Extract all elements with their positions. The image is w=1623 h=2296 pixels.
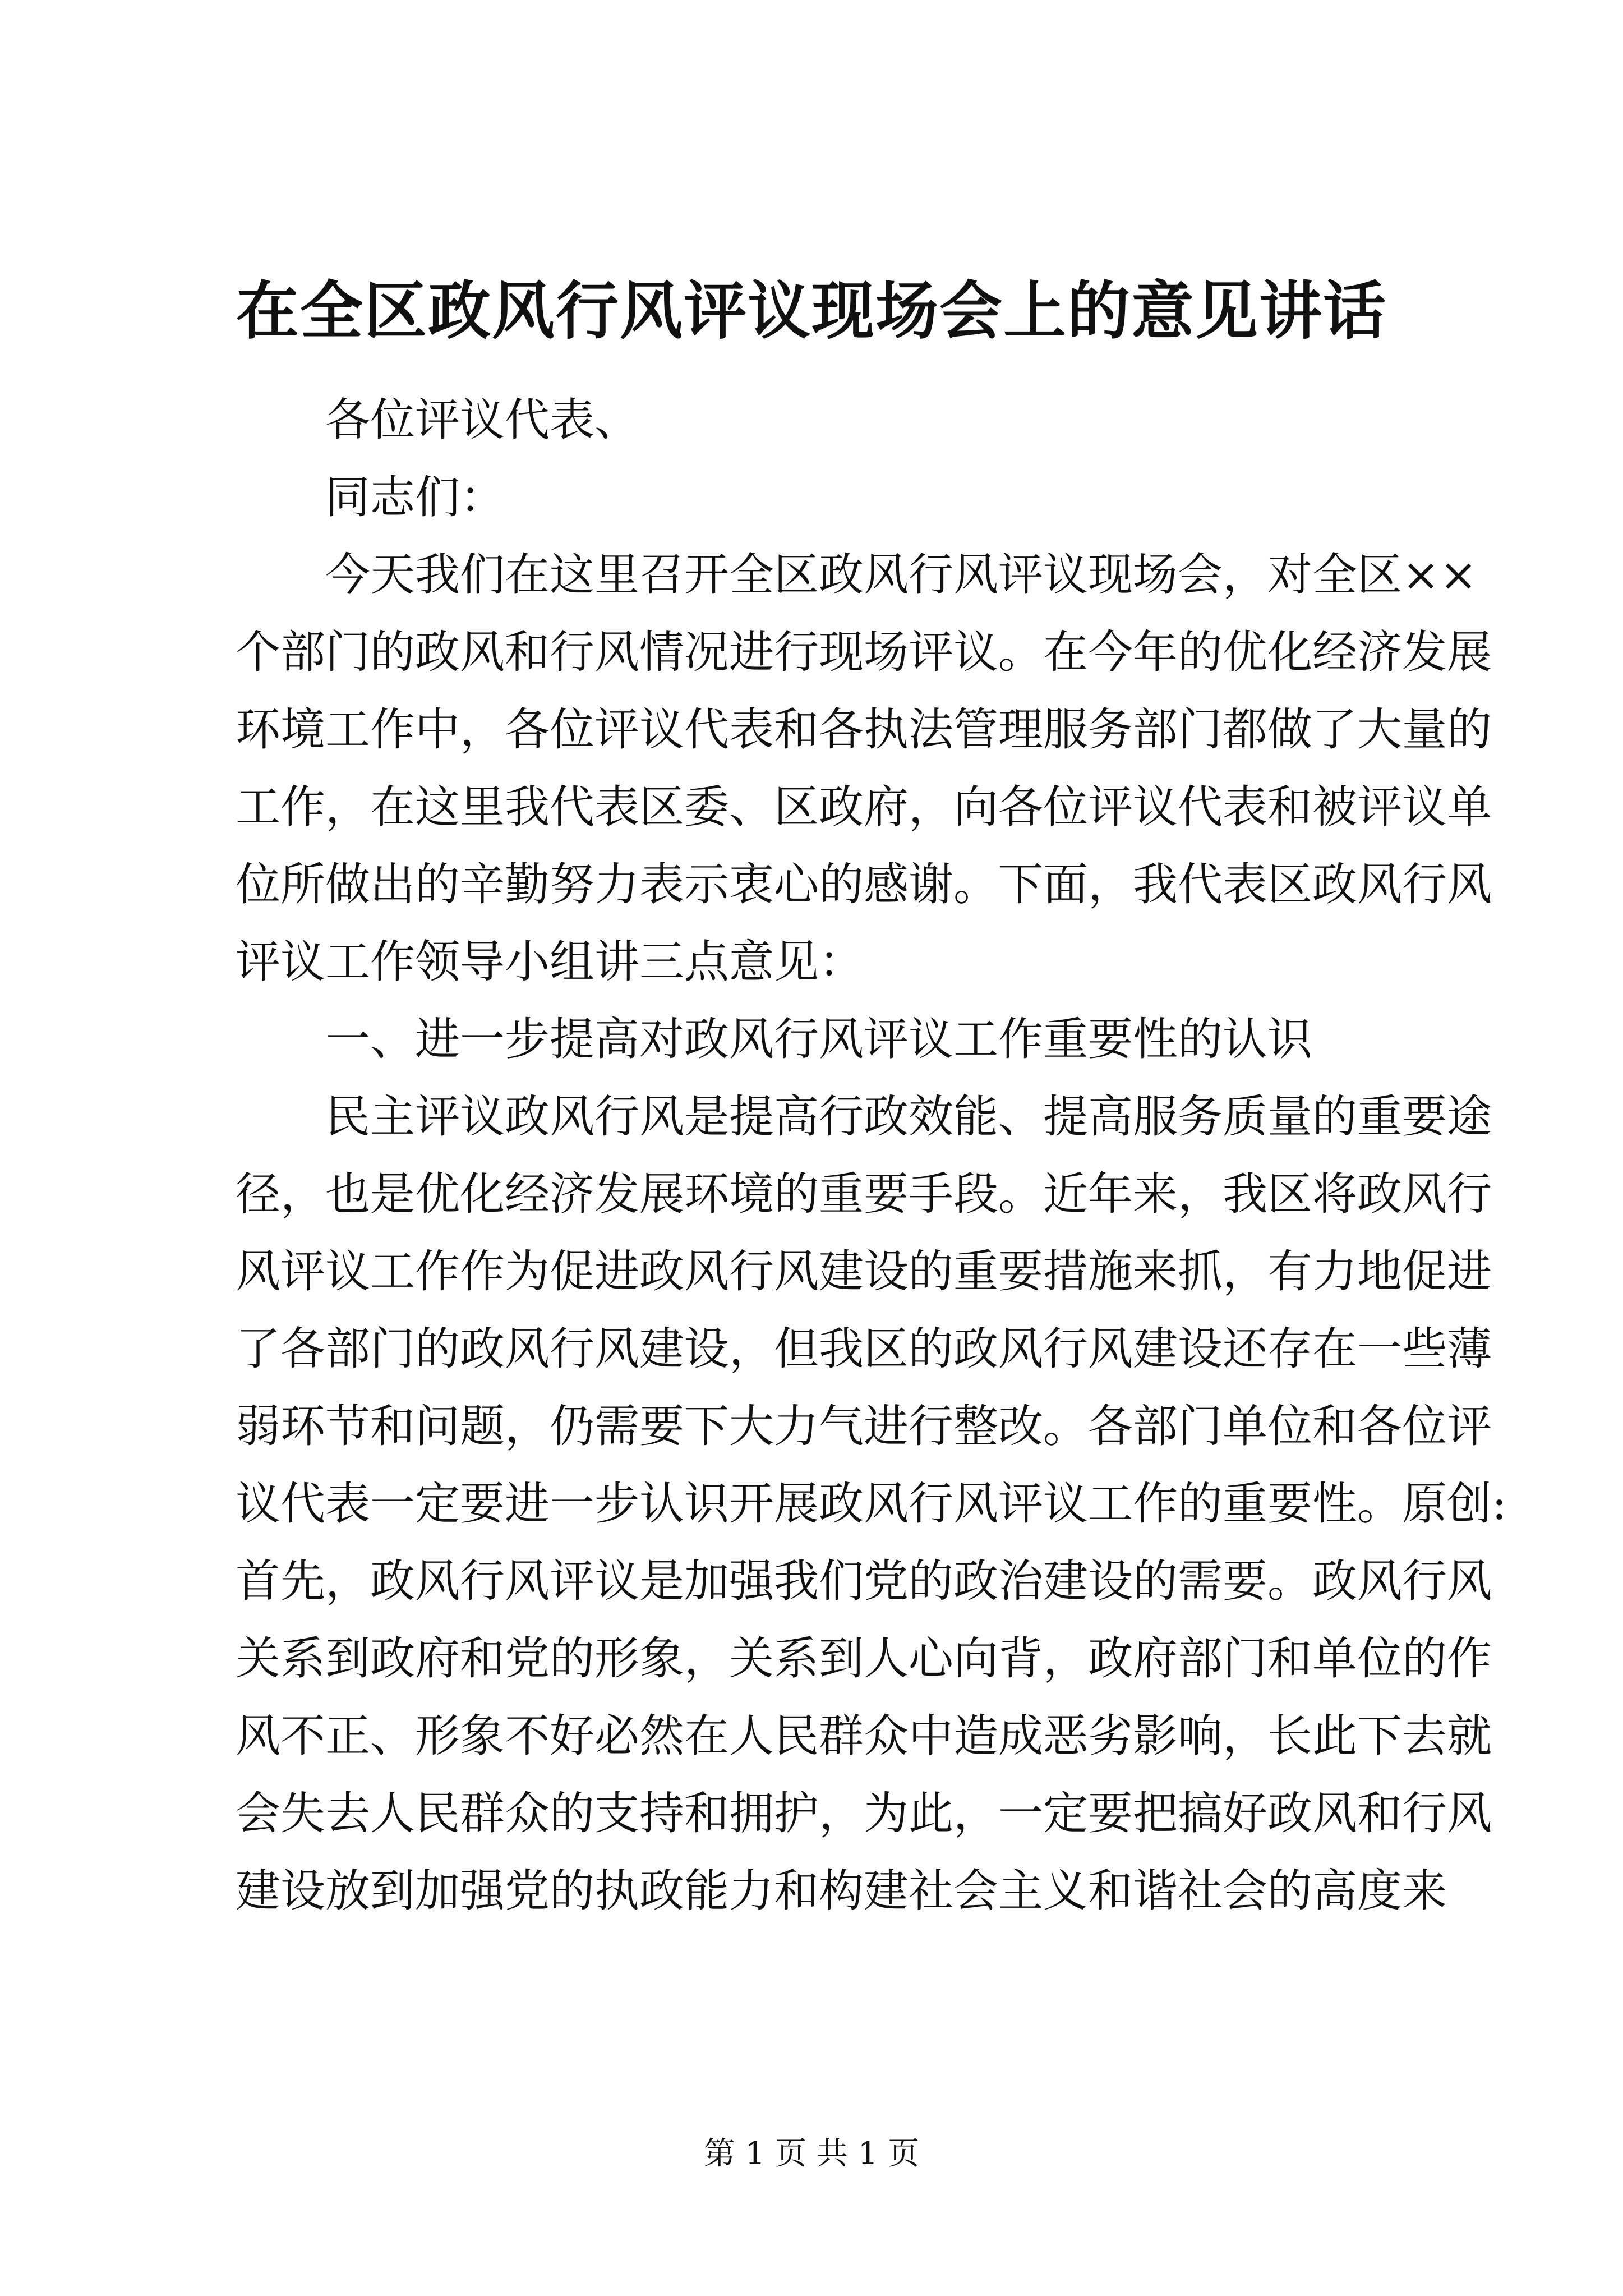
text-line: 各位评议代表、 bbox=[325, 394, 639, 446]
text-line: 弱环节和问题，仍需要下大力气进行整改。各部门单位和各位评 bbox=[236, 1400, 1492, 1452]
text-line: 风评议工作作为促进政风行风建设的重要措施来抓，有力地促进 bbox=[236, 1245, 1492, 1297]
page-footer: 第 1 页 共 1 页 bbox=[703, 2136, 920, 2172]
text-line: 建设放到加强党的执政能力和构建社会主义和谐社会的高度来 bbox=[236, 1865, 1447, 1917]
text-line: 同志们： bbox=[325, 471, 505, 523]
text-line: 一、进一步提高对政风行风评议工作重要性的认识 bbox=[325, 1013, 1312, 1065]
text-line: 今天我们在这里召开全区政风行风评议现场会，对全区×× bbox=[325, 549, 1478, 601]
text-line: 民主评议政风行风是提高行政效能、提高服务质量的重要途 bbox=[325, 1091, 1492, 1143]
document-body bbox=[236, 381, 1507, 1930]
text-line: 环境工作中，各位评议代表和各执法管理服务部门都做了大量的 bbox=[236, 703, 1492, 756]
text-line: 会失去人民群众的支持和拥护，为此，一定要把搞好政风和行风 bbox=[236, 1787, 1492, 1839]
text-line: 位所做出的辛勤努力表示衷心的感谢。下面，我代表区政风行风 bbox=[236, 858, 1492, 910]
text-line: 议代表一定要进一步认识开展政风行风评议工作的重要性。原创: bbox=[236, 1478, 1507, 1530]
text-line: 个部门的政风和行风情况进行现场评议。在今年的优化经济发展 bbox=[236, 626, 1492, 678]
text-line: 径，也是优化经济发展环境的重要手段。近年来，我区将政风行 bbox=[236, 1168, 1492, 1220]
text-line: 工作，在这里我代表区委、区政府，向各位评议代表和被评议单 bbox=[236, 781, 1492, 833]
text-line: 关系到政府和党的形象，关系到人心向背，政府部门和单位的作 bbox=[236, 1632, 1492, 1685]
text-line: 了各部门的政风行风建设，但我区的政风行风建设还存在一些薄 bbox=[236, 1323, 1492, 1375]
text-line: 首先，政风行风评议是加强我们党的政治建设的需要。政风行风 bbox=[236, 1555, 1492, 1607]
text-line: 评议工作领导小组讲三点意见： bbox=[236, 936, 864, 988]
text-line: 风不正、形象不好必然在人民群众中造成恶劣影响，长此下去就 bbox=[236, 1710, 1492, 1762]
document-title: 在全区政风行风评议现场会上的意见讲话 bbox=[236, 274, 1387, 348]
